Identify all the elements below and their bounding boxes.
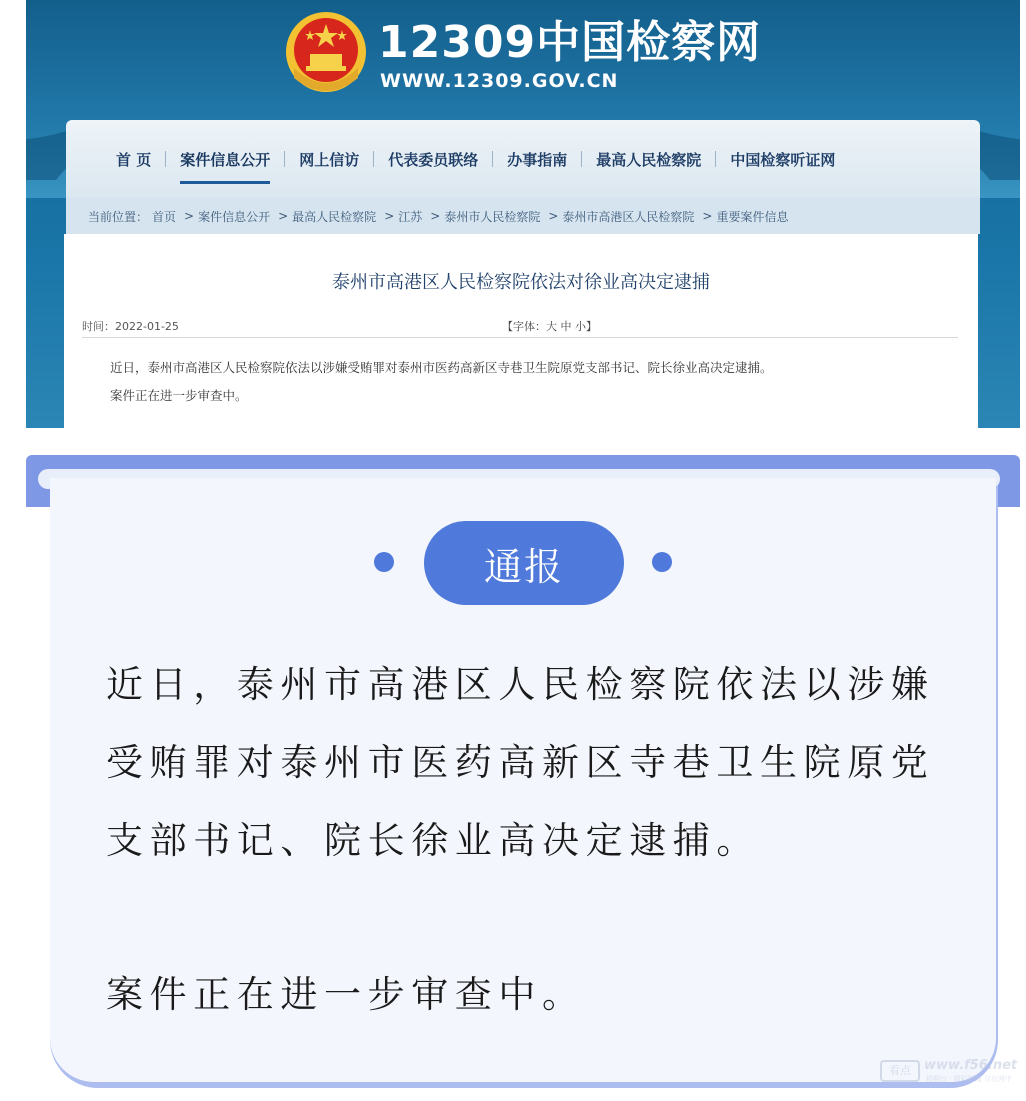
notice-paragraph: 案件正在进一步审查中。 — [106, 973, 586, 1016]
font-size-switcher[interactable]: 【字体：大 中 小】 — [502, 320, 597, 333]
breadcrumb-item[interactable]: 首页 — [152, 209, 177, 224]
nav-label: 案件信息公开 — [180, 150, 271, 169]
article-date: 时间：2022-01-25 — [82, 320, 179, 333]
article — [64, 234, 978, 428]
nav-item-petition[interactable] — [285, 149, 373, 170]
nav-label: 办事指南 — [507, 150, 568, 169]
main-nav — [66, 120, 980, 198]
nav-item-spp[interactable] — [582, 149, 715, 170]
nav-item-guide[interactable] — [493, 149, 581, 170]
article-meta — [82, 316, 958, 338]
nav-item-deputies[interactable] — [374, 149, 492, 170]
nav-item-case-info[interactable] — [166, 149, 284, 170]
decor-dot-right — [652, 552, 672, 572]
nav-label: 首 页 — [116, 150, 152, 169]
nav-label: 中国检察听证网 — [730, 150, 836, 169]
article-paragraph: 近日，泰州市高港区人民检察院依法以涉嫌受贿罪对泰州市医药高新区寺巷卫生院原党支部书记、院长徐业高决定逮捕。 — [110, 360, 773, 375]
breadcrumb-item[interactable]: 江苏 — [398, 209, 423, 224]
nav-label: 最高人民检察院 — [596, 150, 702, 169]
notice-paragraph: 近日，泰州市高港区人民检察院依法以涉嫌受贿罪对泰州市医药高新区寺巷卫生院原党支部书记、院长徐业高决定逮捕。 — [106, 663, 935, 862]
breadcrumb-item[interactable]: 最高人民检察院 — [292, 209, 377, 224]
nav-item-home[interactable] — [102, 149, 165, 170]
nav-label: 网上信访 — [299, 150, 360, 169]
watermark — [880, 1056, 1020, 1086]
watermark-url: www.f56.net — [924, 1058, 1018, 1073]
site-header — [26, 0, 1020, 198]
notice-badge: 通报 — [424, 521, 624, 605]
national-emblem-icon — [282, 8, 370, 100]
site-title[interactable]: 12309中国检察网 — [378, 17, 762, 68]
breadcrumb-prefix: 当前位置： — [88, 209, 149, 224]
article-paragraph: 案件正在进一步审查中。 — [110, 388, 248, 403]
site-url[interactable]: WWW.12309.GOV.CN — [380, 70, 619, 92]
nav-label: 代表委员联络 — [388, 150, 479, 169]
watermark-logo-icon: 看点 — [880, 1060, 920, 1082]
decor-dot-left — [374, 552, 394, 572]
breadcrumb: 当前位置： 首页 > 案件信息公开 > 最高人民检察院 > 江苏 > 泰州市人民检察院 > 泰州市高港区人民检察院 > 重要案件信息 — [66, 198, 980, 234]
article-title: 泰州市高港区人民检察院依法对徐业高决定逮捕 — [332, 272, 710, 293]
breadcrumb-item[interactable]: 泰州市高港区人民检察院 — [562, 209, 695, 224]
website-screenshot — [26, 0, 1020, 428]
breadcrumb-item[interactable]: 重要案件信息 — [716, 209, 789, 224]
watermark-subtitle: 梧桐台 · 精彩新闻 尽在网中 — [926, 1075, 1012, 1083]
nav-item-hearing[interactable] — [716, 149, 849, 170]
breadcrumb-item[interactable]: 案件信息公开 — [198, 209, 271, 224]
breadcrumb-item[interactable]: 泰州市人民检察院 — [444, 209, 541, 224]
